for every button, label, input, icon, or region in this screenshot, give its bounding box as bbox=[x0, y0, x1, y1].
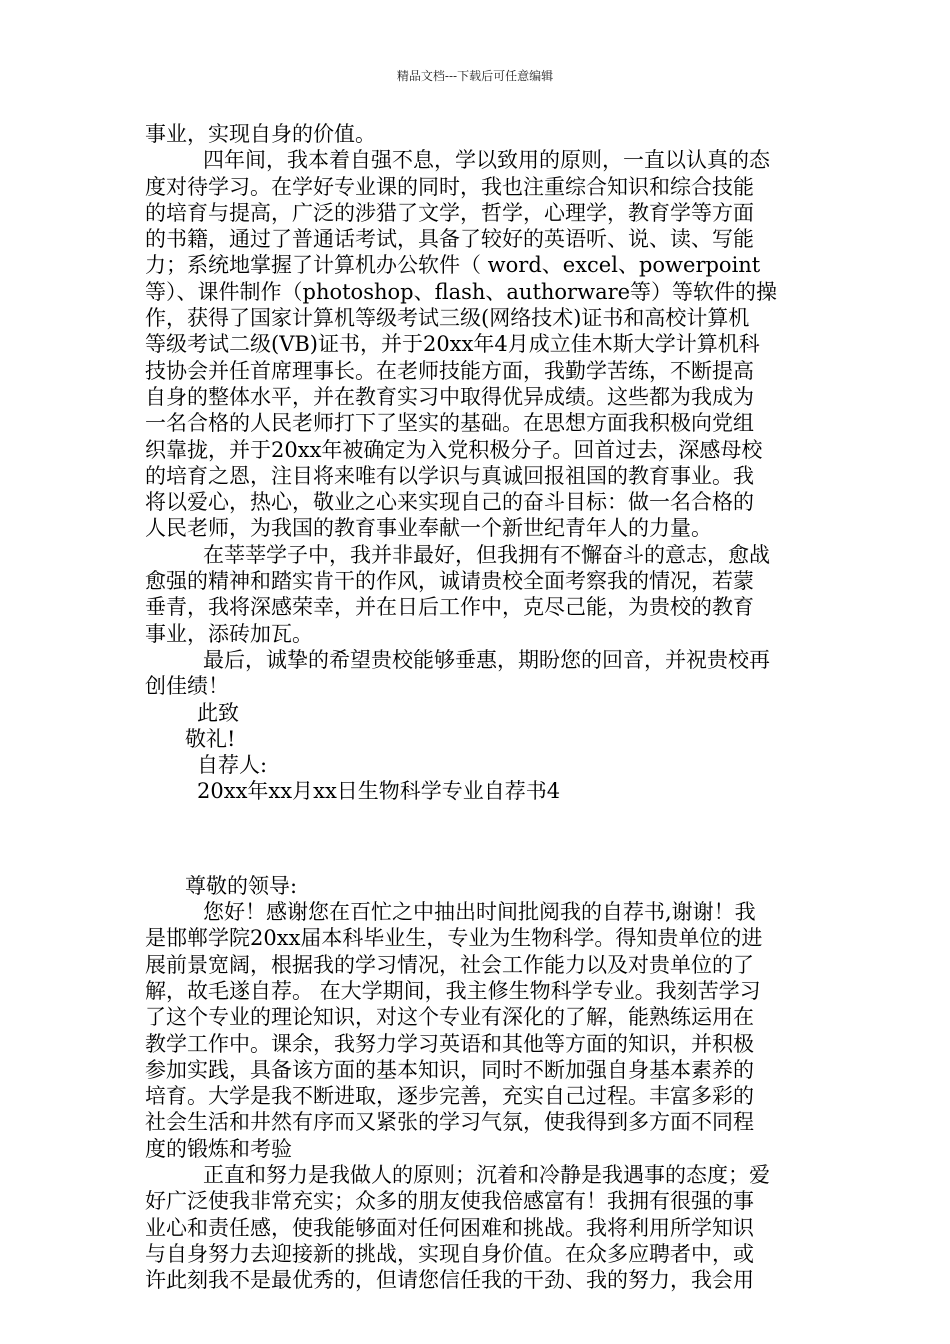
text-line: 是邯郸学院20xx届本科毕业生，专业为生物科学。得知贵单位的进 bbox=[145, 926, 763, 951]
closing-regards: 敬礼! bbox=[185, 726, 236, 751]
text-line: 人民老师，为我国的教育事业奉献一个新世纪青年人的力量。 bbox=[145, 516, 712, 541]
text-line: 力；系统地掌握了计算机办公软件（ word、excel、powerpoint bbox=[145, 253, 761, 278]
text-line: 垂青，我将深感荣幸，并在日后工作中，克尽己能，为贵校的教育 bbox=[145, 595, 754, 620]
paragraph-start: 正直和努力是我做人的原则；沉着和冷静是我遇事的态度；爱 bbox=[203, 1162, 770, 1187]
text-line: 愈强的精神和踏实肯干的作风，诚请贵校全面考察我的情况，若蒙 bbox=[145, 569, 754, 594]
text-line: 了这个专业的理论知识，对这个专业有深化的了解，能熟练运用在 bbox=[145, 1005, 754, 1030]
text-line: 好广泛使我非常充实；众多的朋友使我倍感富有！我拥有很强的事 bbox=[145, 1189, 754, 1214]
paragraph-start: 四年间，我本着自强不息，学以致用的原则，一直以认真的态 bbox=[203, 148, 770, 173]
date-and-next-title: 20xx年xx月xx日生物科学专业自荐书4 bbox=[197, 779, 561, 804]
text-line: 等）、课件制作（photoshop、flash、authorware等）等软件的操 bbox=[145, 279, 778, 304]
text-line: 的培育与提高，广泛的涉猎了文学，哲学，心理学，教育学等方面 bbox=[145, 200, 754, 225]
text-line: 展前景宽阔，根据我的学习情况，社会工作能力以及对贵单位的了 bbox=[145, 952, 754, 977]
closing-salutation: 此致 bbox=[197, 700, 239, 725]
text-line: 技协会并任首席理事长。在老师技能方面，我勤学苦练，不断提高 bbox=[145, 358, 754, 383]
signature-label: 自荐人: bbox=[197, 753, 268, 778]
text-line: 参加实践，具备该方面的基本知识，同时不断加强自身基本素养的 bbox=[145, 1057, 754, 1082]
text-line: 事业，添砖加瓦。 bbox=[145, 621, 313, 646]
text-line: 与自身努力去迎接新的挑战，实现自身价值。在众多应聘者中，或 bbox=[145, 1241, 754, 1266]
text-line: 事业，实现自身的价值。 bbox=[145, 122, 376, 146]
text-line: 的书籍，通过了普通话考试，具备了较好的英语听、说、读、写能 bbox=[145, 227, 754, 252]
text-line: 度的锻炼和考验 bbox=[145, 1136, 292, 1161]
text-line: 创佳绩！ bbox=[145, 674, 229, 699]
paragraph-start: 在莘莘学子中，我并非最好，但我拥有不懈奋斗的意志，愈战 bbox=[203, 542, 770, 567]
text-line: 作，获得了国家计算机等级考试三级(网络技术)证书和高校计算机 bbox=[145, 306, 750, 331]
section-gap bbox=[145, 805, 805, 873]
text-line: 解，故毛遂自荐。 在大学期间，我主修生物科学专业。我刻苦学习 bbox=[145, 978, 761, 1003]
letter-greeting: 尊敬的领导: bbox=[185, 873, 298, 898]
text-line: 的培育之恩，注目将来唯有以学识与真诚回报祖国的教育事业。我 bbox=[145, 463, 754, 488]
text-line: 社会生活和井然有序而又紧张的学习气氛，使我得到多方面不同程 bbox=[145, 1110, 754, 1135]
text-line: 度对待学习。在学好专业课的同时，我也注重综合知识和综合技能 bbox=[145, 174, 754, 199]
paragraph-start: 您好！感谢您在百忙之中抽出时间批阅我的自荐书,谢谢！我 bbox=[203, 900, 756, 925]
text-line: 许此刻我不是最优秀的，但请您信任我的干劲、我的努力，我会用 bbox=[145, 1268, 754, 1293]
text-line: 教学工作中。课余，我努力学习英语和其他等方面的知识，并积极 bbox=[145, 1031, 754, 1056]
paragraph-start: 最后，诚挚的希望贵校能够垂惠，期盼您的回音，并祝贵校再 bbox=[203, 647, 770, 672]
text-line: 织靠拢，并于20xx年被确定为入党积极分子。回首过去，深感母校 bbox=[145, 437, 763, 462]
text-line: 一名合格的人民老师打下了坚实的基础。在思想方面我积极向党组 bbox=[145, 411, 754, 436]
text-line: 业心和责任感，使我能够面对任何困难和挑战。我将利用所学知识 bbox=[145, 1215, 754, 1240]
text-line: 将以爱心，热心，敬业之心来实现自己的奋斗目标：做一名合格的 bbox=[145, 490, 754, 515]
document-body bbox=[145, 121, 805, 1293]
text-line: 培育。大学是我不断进取，逐步完善，充实自己过程。丰富多彩的 bbox=[145, 1084, 754, 1109]
text-line: 自身的整体水平，并在教育实习中取得优异成绩。这些都为我成为 bbox=[145, 384, 754, 409]
text-line: 等级考试二级(VB)证书，并于20xx年4月成立佳木斯大学计算机科 bbox=[145, 332, 760, 357]
page-header: 精品文档---下载后可任意编辑 bbox=[396, 69, 554, 83]
